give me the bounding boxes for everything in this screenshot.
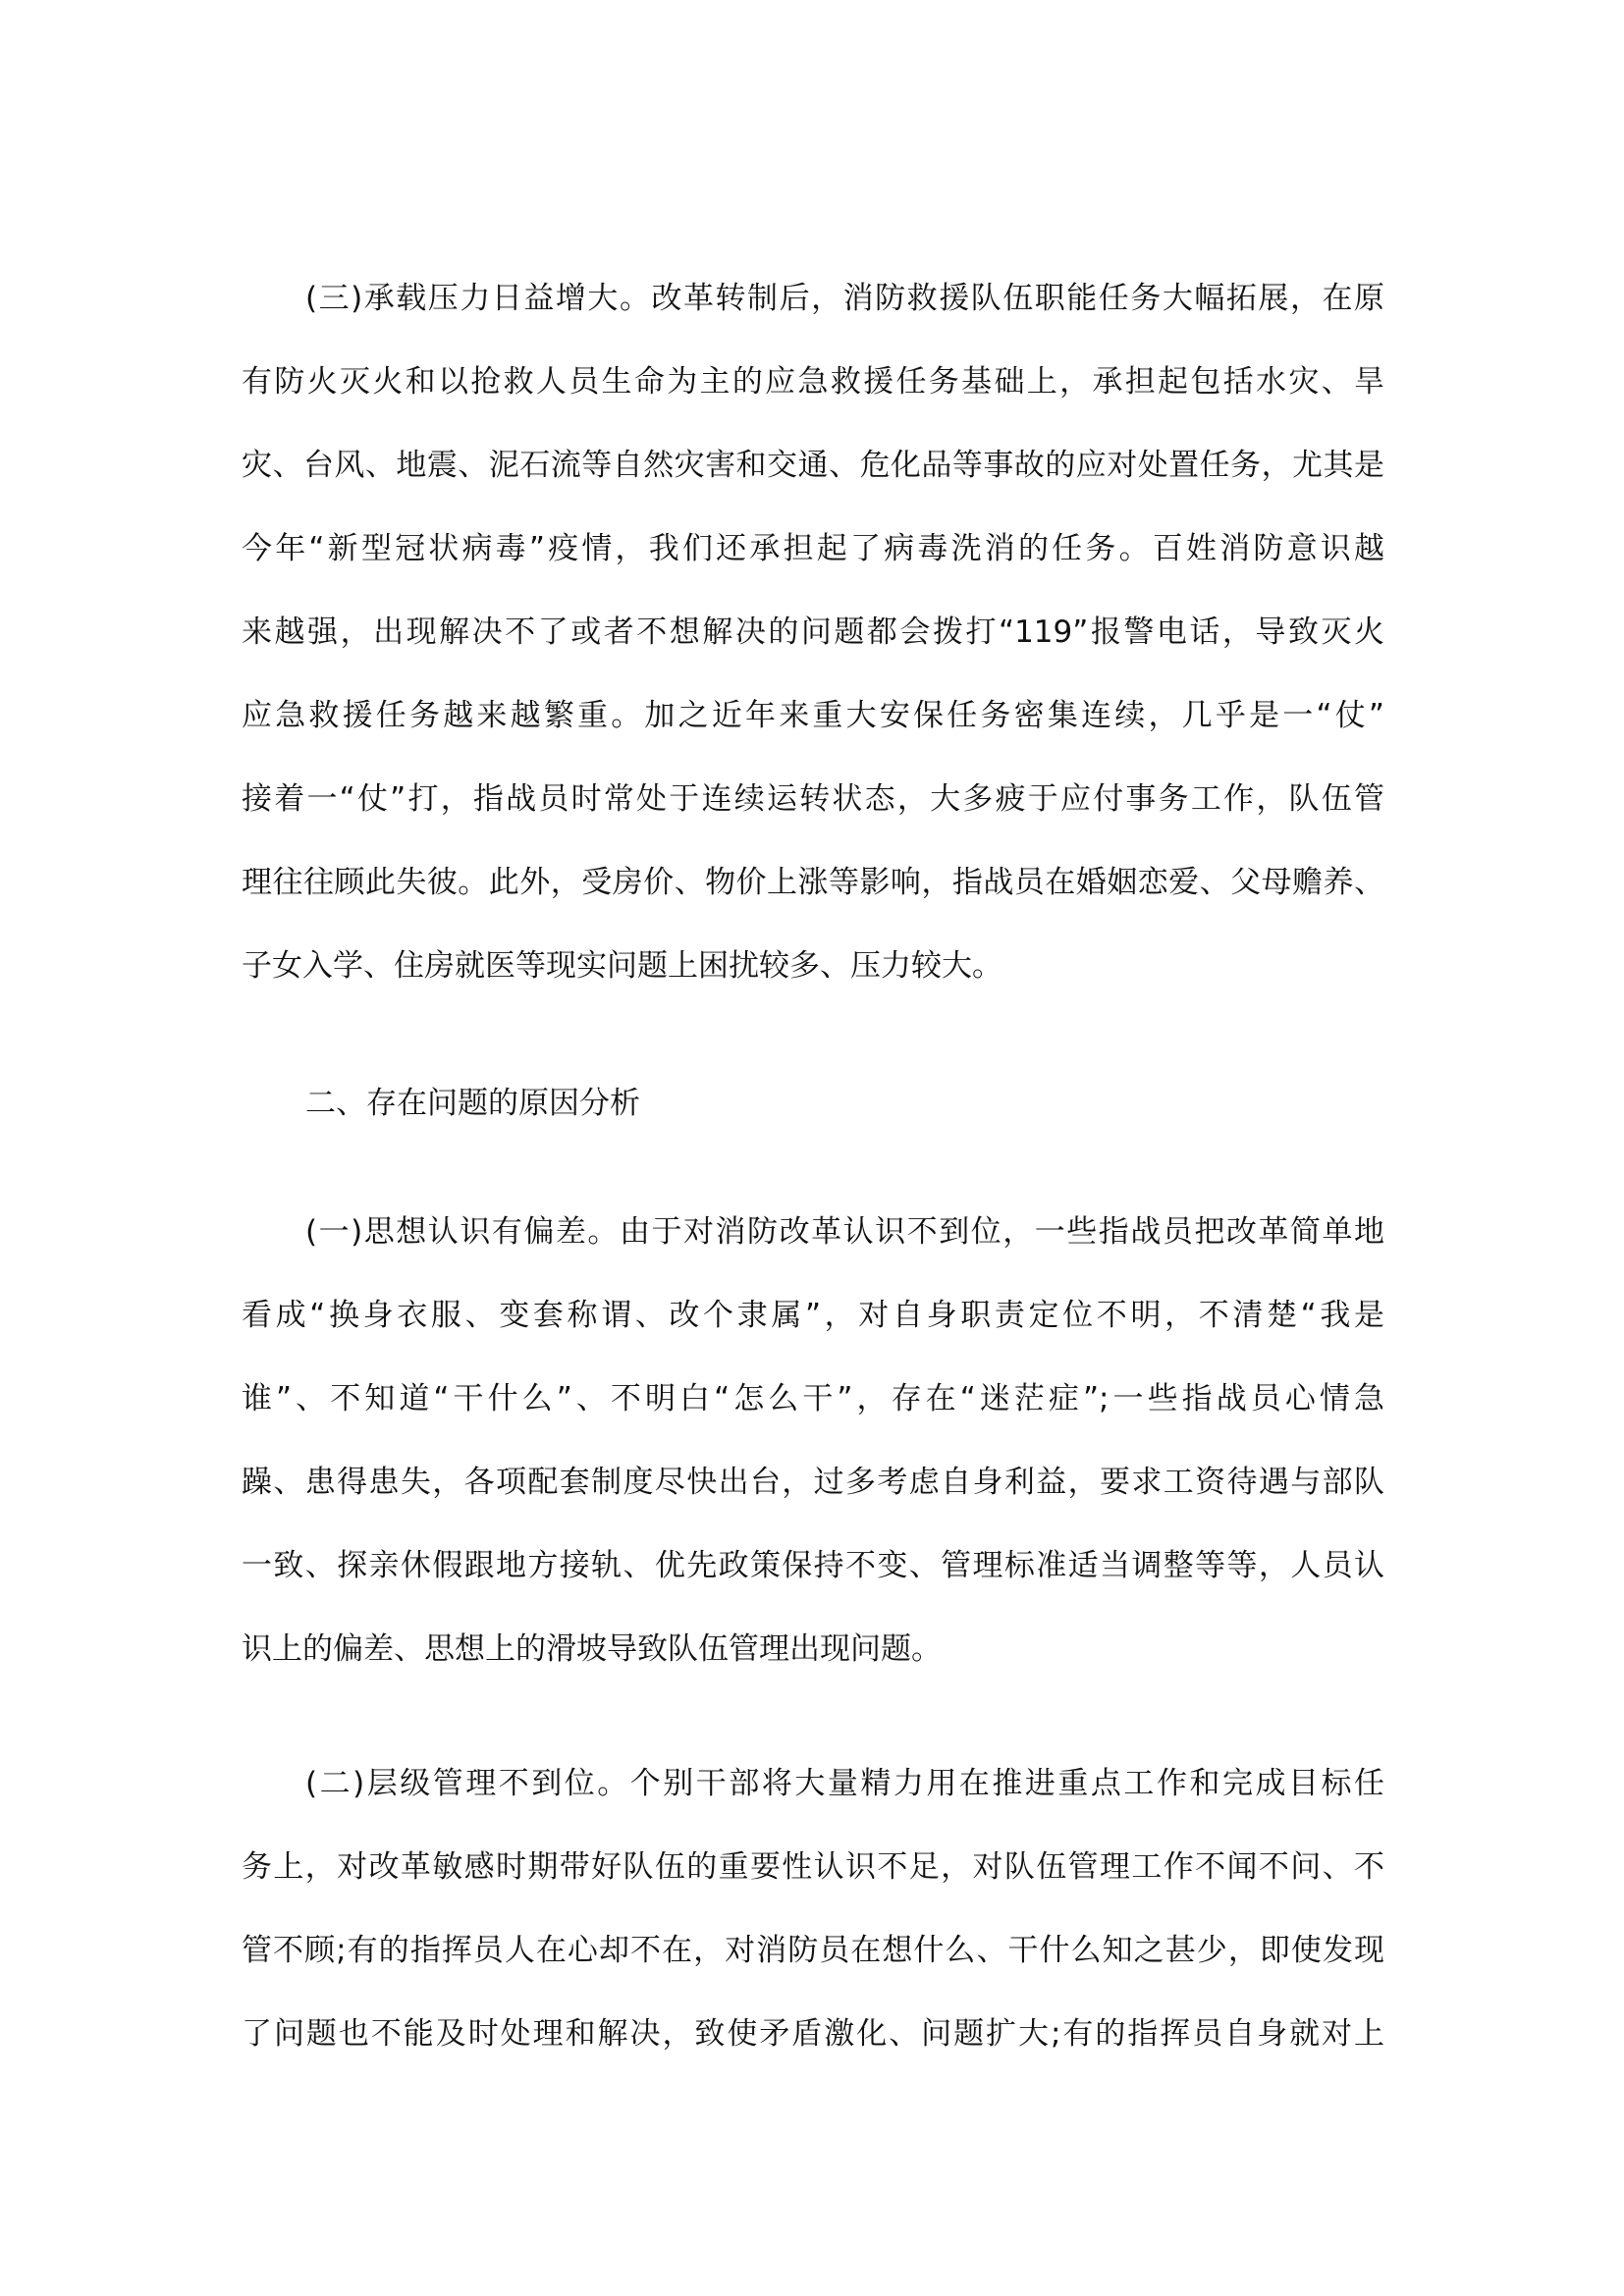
paragraph-line: 来越强，出现解决不了或者不想解决的问题都会拨打“119”报警电话，导致灭火 [242, 614, 1384, 650]
paragraph-line: 今年“新型冠状病毒”疫情，我们还承担起了病毒洗消的任务。百姓消防意识越 [242, 531, 1384, 566]
paragraph-line: (一)思想认识有偏差。由于对消防改革认识不到位，一些指战员把改革简单地 [305, 1214, 1384, 1250]
paragraph-line: 了问题也不能及时处理和解决，致使矛盾激化、问题扩大;有的指挥员自身就对上 [242, 2016, 1384, 2052]
paragraph-line: (二)层级管理不到位。个别干部将大量精力用在推进重点工作和完成目标任 [305, 1766, 1384, 1801]
paragraph-line: 看成“换身衣服、变套称谓、改个隶属”，对自身职责定位不明，不清楚“我是 [242, 1298, 1384, 1333]
paragraph-line: 一致、探亲休假跟地方接轨、优先政策保持不变、管理标准适当调整等等，人员认 [242, 1548, 1384, 1583]
paragraph-line: 管不顾;有的指挥员人在心却不在，对消防员在想什么、干什么知之甚少，即使发现 [242, 1933, 1384, 1968]
paragraph-line: 应急救援任务越来越繁重。加之近年来重大安保任务密集连续，几乎是一“仗” [242, 698, 1384, 733]
paragraph-line: 接着一“仗”打，指战员时常处于连续运转状态，大多疲于应付事务工作，队伍管 [242, 781, 1384, 817]
paragraph-line: 务上，对改革敏感时期带好队伍的重要性认识不足，对队伍管理工作不闻不问、不 [242, 1849, 1384, 1885]
paragraph-line: 躁、患得患失，各项配套制度尽快出台，过多考虑自身利益，要求工资待遇与部队 [242, 1465, 1384, 1500]
section-heading: 二、存在问题的原因分析 [305, 1086, 640, 1121]
paragraph-line: 理往往顾此失彼。此外，受房价、物价上涨等影响，指战员在婚姻恋爱、父母赡养、 [242, 865, 1384, 900]
paragraph-line: 有防火灭火和以抢救人员生命为主的应急救援任务基础上，承担起包括水灾、旱 [242, 364, 1384, 400]
paragraph-line: 谁”、不知道“干什么”、不明白“怎么干”，存在“迷茫症”;一些指战员心情急 [242, 1381, 1384, 1416]
paragraph-line: 子女入学、住房就医等现实问题上困扰较多、压力较大。 [242, 948, 1002, 984]
paragraph-line: 灾、台风、地震、泥石流等自然灾害和交通、危化品等事故的应对处置任务，尤其是 [242, 448, 1384, 483]
paragraph-line: (三)承载压力日益增大。改革转制后，消防救援队伍职能任务大幅拓展，在原 [305, 281, 1384, 316]
paragraph-line: 识上的偏差、思想上的滑坡导致队伍管理出现问题。 [242, 1631, 942, 1667]
